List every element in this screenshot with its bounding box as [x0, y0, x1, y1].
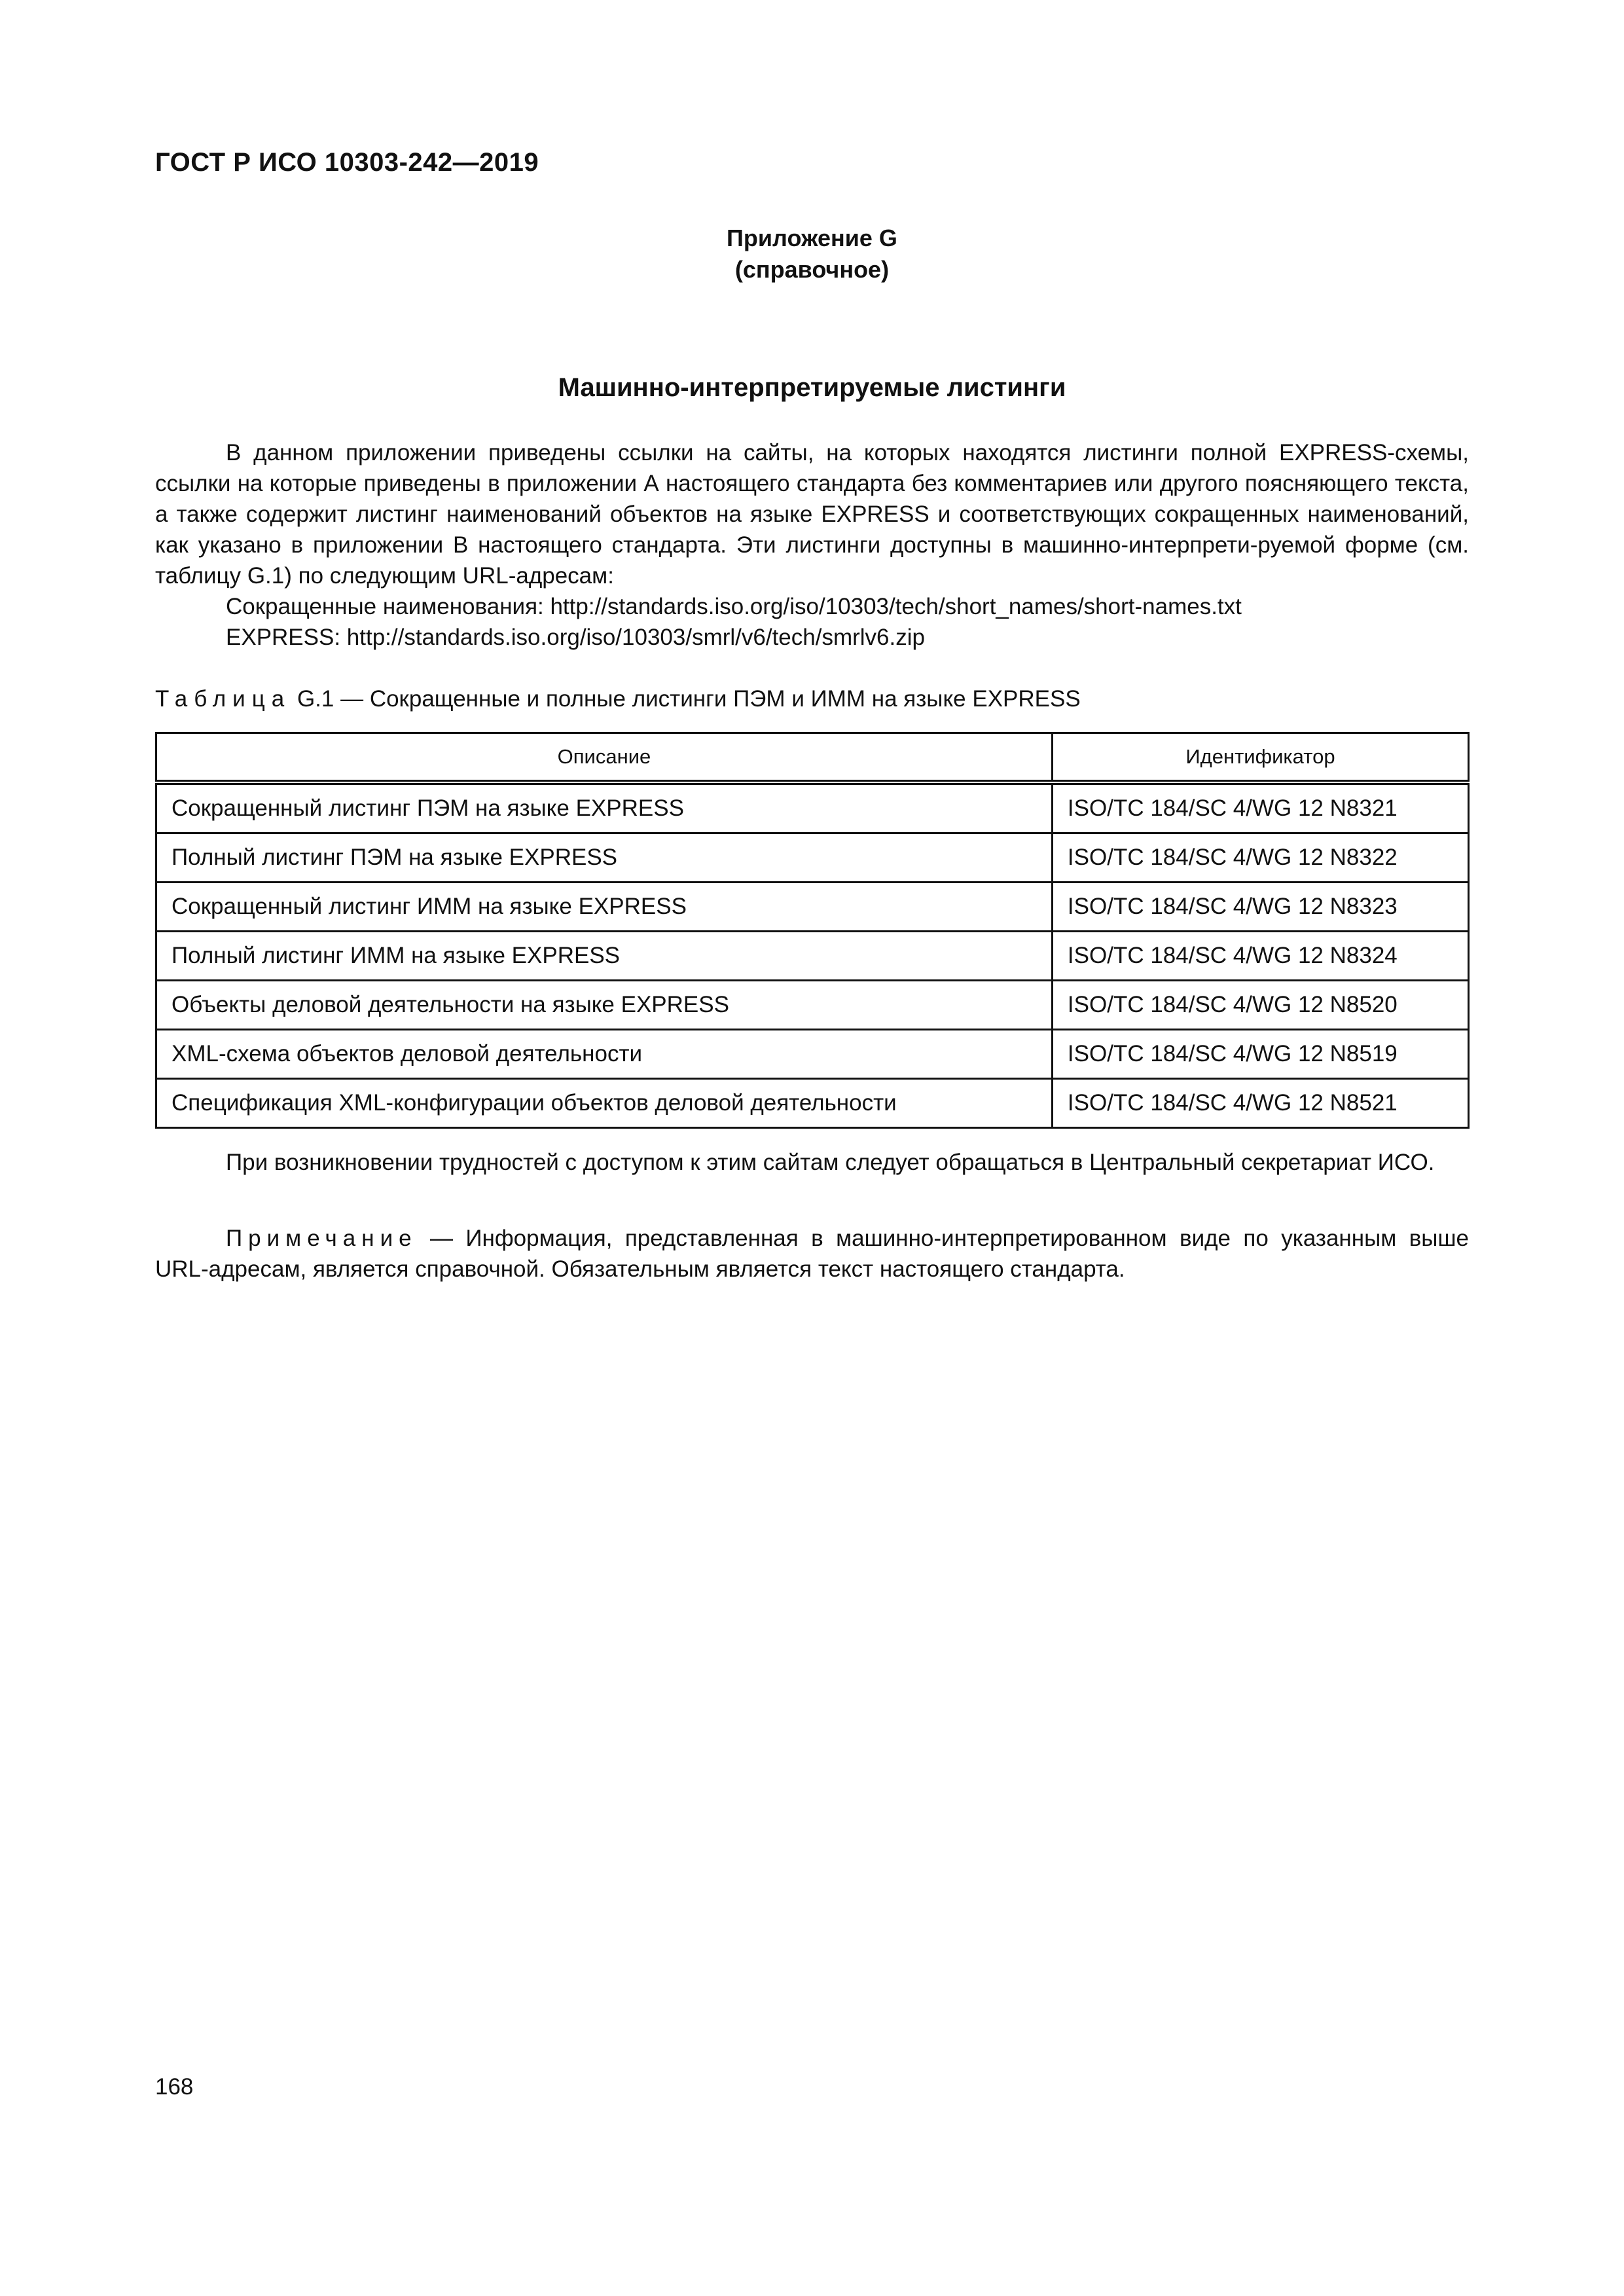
row-description: Полный листинг ПЭМ на языке EXPRESS — [156, 833, 1053, 883]
row-identifier: ISO/TC 184/SC 4/WG 12 N8321 — [1052, 782, 1468, 833]
row-identifier: ISO/TC 184/SC 4/WG 12 N8323 — [1052, 883, 1468, 932]
row-identifier: ISO/TC 184/SC 4/WG 12 N8521 — [1052, 1079, 1468, 1128]
appendix-subtitle: (справочное) — [734, 256, 890, 283]
table-row — [156, 932, 1469, 981]
table-row — [156, 981, 1469, 1030]
table-row — [156, 1030, 1469, 1079]
page-number: 168 — [155, 2074, 194, 2100]
table-row — [156, 883, 1469, 932]
row-identifier: ISO/TC 184/SC 4/WG 12 N8519 — [1052, 1030, 1468, 1079]
short-names-url-line: Сокращенные наименования: http://standards.iso.org/iso/10303/tech/short_names/short-names.txt — [226, 594, 1242, 619]
row-identifier: ISO/TC 184/SC 4/WG 12 N8324 — [1052, 932, 1468, 981]
row-description: Объекты деловой деятельности на языке EXPRESS — [156, 981, 1053, 1030]
listings-table — [155, 732, 1470, 1129]
express-url-line: EXPRESS: http://standards.iso.org/iso/10303/smrl/v6/tech/smrlv6.zip — [226, 625, 925, 650]
intro-paragraph: В данном приложении приведены ссылки на сайты, на которых находятся листинги полной EXPRESS-схемы, ссылки на которые приведены в приложении А настоящего стандарта без комментариев или другого поясняющего текста, а также содержит листинг наименований объектов на языке EXPRESS и соответствующих сокращенных наименований, как указано в приложении В настоящего стандарта. Эти листинги доступны в машинно-интерпрети-руемой форме (см. таблицу G.1) по следующим URL-адресам: — [155, 440, 1469, 589]
note-block — [155, 1223, 1469, 1285]
table-caption-label: Таблица — [155, 686, 291, 712]
note-label: Примечание — [226, 1226, 418, 1251]
intro-block — [155, 437, 1469, 653]
table-row — [156, 833, 1469, 883]
table-row — [156, 782, 1469, 833]
header-description: Описание — [156, 733, 1053, 783]
row-description: Сокращенный листинг ПЭМ на языке EXPRESS — [156, 782, 1053, 833]
note-text: — Информация, представленная в машинно-интерпретированном виде по указанным выше URL-адресам, является справочной. Обязательным является текст настоящего стандарта. — [155, 1226, 1469, 1282]
table-caption-text: G.1 — Сокращенные и полные листинги ПЭМ и ИММ на языке EXPRESS — [291, 686, 1081, 712]
row-description: XML-схема объектов деловой деятельности — [156, 1030, 1053, 1079]
document-header: ГОСТ Р ИСО 10303-242—2019 — [155, 148, 539, 177]
row-identifier: ISO/TC 184/SC 4/WG 12 N8520 — [1052, 981, 1468, 1030]
header-identifier: Идентификатор — [1052, 733, 1468, 783]
row-description: Полный листинг ИММ на языке EXPRESS — [156, 932, 1053, 981]
appendix-title: Приложение G — [727, 225, 897, 251]
section-title: Машинно-интерпретируемые листинги — [558, 373, 1066, 402]
appendix-heading — [155, 223, 1469, 285]
row-identifier: ISO/TC 184/SC 4/WG 12 N8322 — [1052, 833, 1468, 883]
table-caption — [155, 683, 1081, 714]
row-description: Сокращенный листинг ИММ на языке EXPRESS — [156, 883, 1053, 932]
table-row — [156, 1079, 1469, 1128]
after-table-paragraph: При возникновении трудностей с доступом к этим сайтам следует обращаться в Центральный секретариат ИСО. — [226, 1150, 1435, 1175]
row-description: Спецификация XML-конфигурации объектов деловой деятельности — [156, 1079, 1053, 1128]
table-header-row — [156, 733, 1469, 783]
